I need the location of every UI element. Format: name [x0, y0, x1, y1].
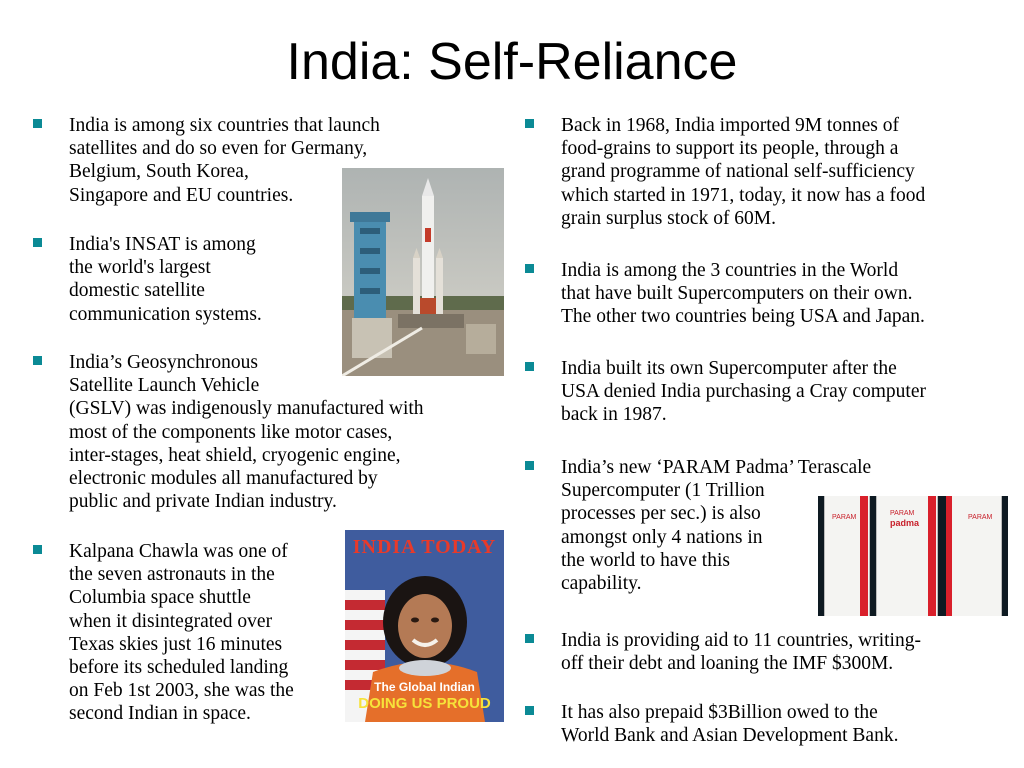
bullet-line: Singapore and EU countries. — [69, 184, 294, 206]
bullet-marker — [525, 119, 534, 128]
bullet-line: back in 1987. — [561, 404, 667, 426]
bullet-line: electronic modules all manufactured by — [69, 468, 378, 490]
bullet-line: most of the components like motor cases, — [69, 421, 393, 443]
left-bullet-4 — [69, 540, 294, 726]
bullet-line: domestic satellite — [69, 280, 205, 302]
bullet-marker — [525, 362, 534, 371]
rocket-launch-photo — [342, 168, 504, 376]
magazine-cover-photo — [345, 530, 504, 722]
bullet-line: the world to have this — [561, 549, 730, 571]
bullet-line: World Bank and Asian Development Bank. — [561, 725, 899, 747]
bullet-line: before its scheduled landing — [69, 657, 289, 679]
bullet-marker — [33, 238, 42, 247]
right-bullet-3 — [561, 357, 926, 427]
bullet-line: communication systems. — [69, 303, 262, 325]
param-label: PARAM — [832, 514, 857, 521]
bullet-marker — [33, 356, 42, 365]
bullet-line: India built its own Supercomputer after the — [561, 358, 897, 379]
right-bullet-6 — [561, 701, 898, 747]
bullet-line: Back in 1968, India imported 9M tonnes of — [561, 115, 899, 136]
param-label: PARAM — [890, 510, 915, 517]
right-bullet-2 — [561, 259, 925, 329]
bullet-line: Columbia space shuttle — [69, 587, 251, 609]
bullet-line: India is among the 3 countries in the World — [561, 260, 899, 281]
bullet-line: inter-stages, heat shield, cryogenic engine, — [69, 444, 401, 466]
bullet-marker — [33, 545, 42, 554]
bullet-marker — [525, 706, 534, 715]
bullet-line: second Indian in space. — [69, 703, 251, 725]
bullet-line: amongst only 4 nations in — [561, 526, 763, 548]
bullet-line: the seven astronauts in the — [69, 564, 275, 586]
bullet-line: Satellite Launch Vehicle — [69, 375, 260, 397]
magazine-masthead: INDIA TODAY — [352, 536, 497, 558]
bullet-line: grand programme of national self-sufficiency — [561, 161, 915, 183]
bullet-line: public and private Indian industry. — [69, 491, 337, 513]
bullet-line: It has also prepaid $3Billion owed to the — [561, 702, 878, 723]
bullet-line: processes per sec.) is also — [561, 503, 761, 525]
bullet-line: the world's largest — [69, 257, 211, 279]
slide-title: India: Self-Reliance — [286, 33, 738, 91]
right-bullet-5 — [561, 629, 921, 675]
bullet-marker — [525, 634, 534, 643]
bullet-line: (GSLV) was indigenously manufactured with — [69, 398, 424, 420]
bullet-line: grain surplus stock of 60M. — [561, 207, 777, 229]
right-bullet-1 — [561, 114, 925, 230]
bullet-marker — [525, 461, 534, 470]
bullet-line: that have built Supercomputers on their own. — [561, 283, 913, 305]
bullet-line: food-grains to support its people, through a — [561, 138, 899, 160]
param-label: PARAM — [968, 514, 993, 521]
magazine-headline-top: The Global Indian — [374, 680, 475, 694]
bullet-line: off their debt and loaning the IMF $300M. — [561, 653, 894, 675]
bullet-line: Belgium, South Korea, — [69, 161, 249, 183]
padma-label: padma — [890, 518, 920, 528]
bullet-line: USA denied India purchasing a Cray computer — [561, 381, 926, 403]
bullet-line: India’s new ‘PARAM Padma’ Terascale — [561, 457, 872, 478]
bullet-line: India's INSAT is among — [69, 234, 256, 255]
bullet-marker — [525, 264, 534, 273]
bullet-line: India’s Geosynchronous — [69, 352, 259, 373]
left-bullet-1 — [69, 114, 380, 207]
bullet-line: capability. — [561, 573, 642, 595]
bullet-line: The other two countries being USA and Japan. — [561, 306, 925, 328]
bullet-line: when it disintegrated over — [69, 610, 273, 632]
rocket-icon — [342, 168, 504, 376]
supercomputer-photo — [818, 496, 1008, 616]
bullet-marker — [33, 119, 42, 128]
bullet-line: India is providing aid to 11 countries, writing- — [561, 630, 921, 651]
bullet-line: Supercomputer (1 Trillion — [561, 480, 765, 502]
left-bullet-2 — [69, 233, 262, 326]
magazine-headline-bottom: DOING US PROUD — [358, 695, 491, 712]
bullet-line: on Feb 1st 2003, she was the — [69, 680, 294, 702]
bullet-line: which started in 1971, today, it now has a food — [561, 184, 926, 206]
bullet-line: India is among six countries that launch — [69, 115, 380, 136]
bullet-line: Texas skies just 16 minutes — [69, 633, 283, 655]
bullet-line: satellites and do so even for Germany, — [69, 138, 368, 160]
bullet-line: Kalpana Chawla was one of — [69, 541, 288, 562]
